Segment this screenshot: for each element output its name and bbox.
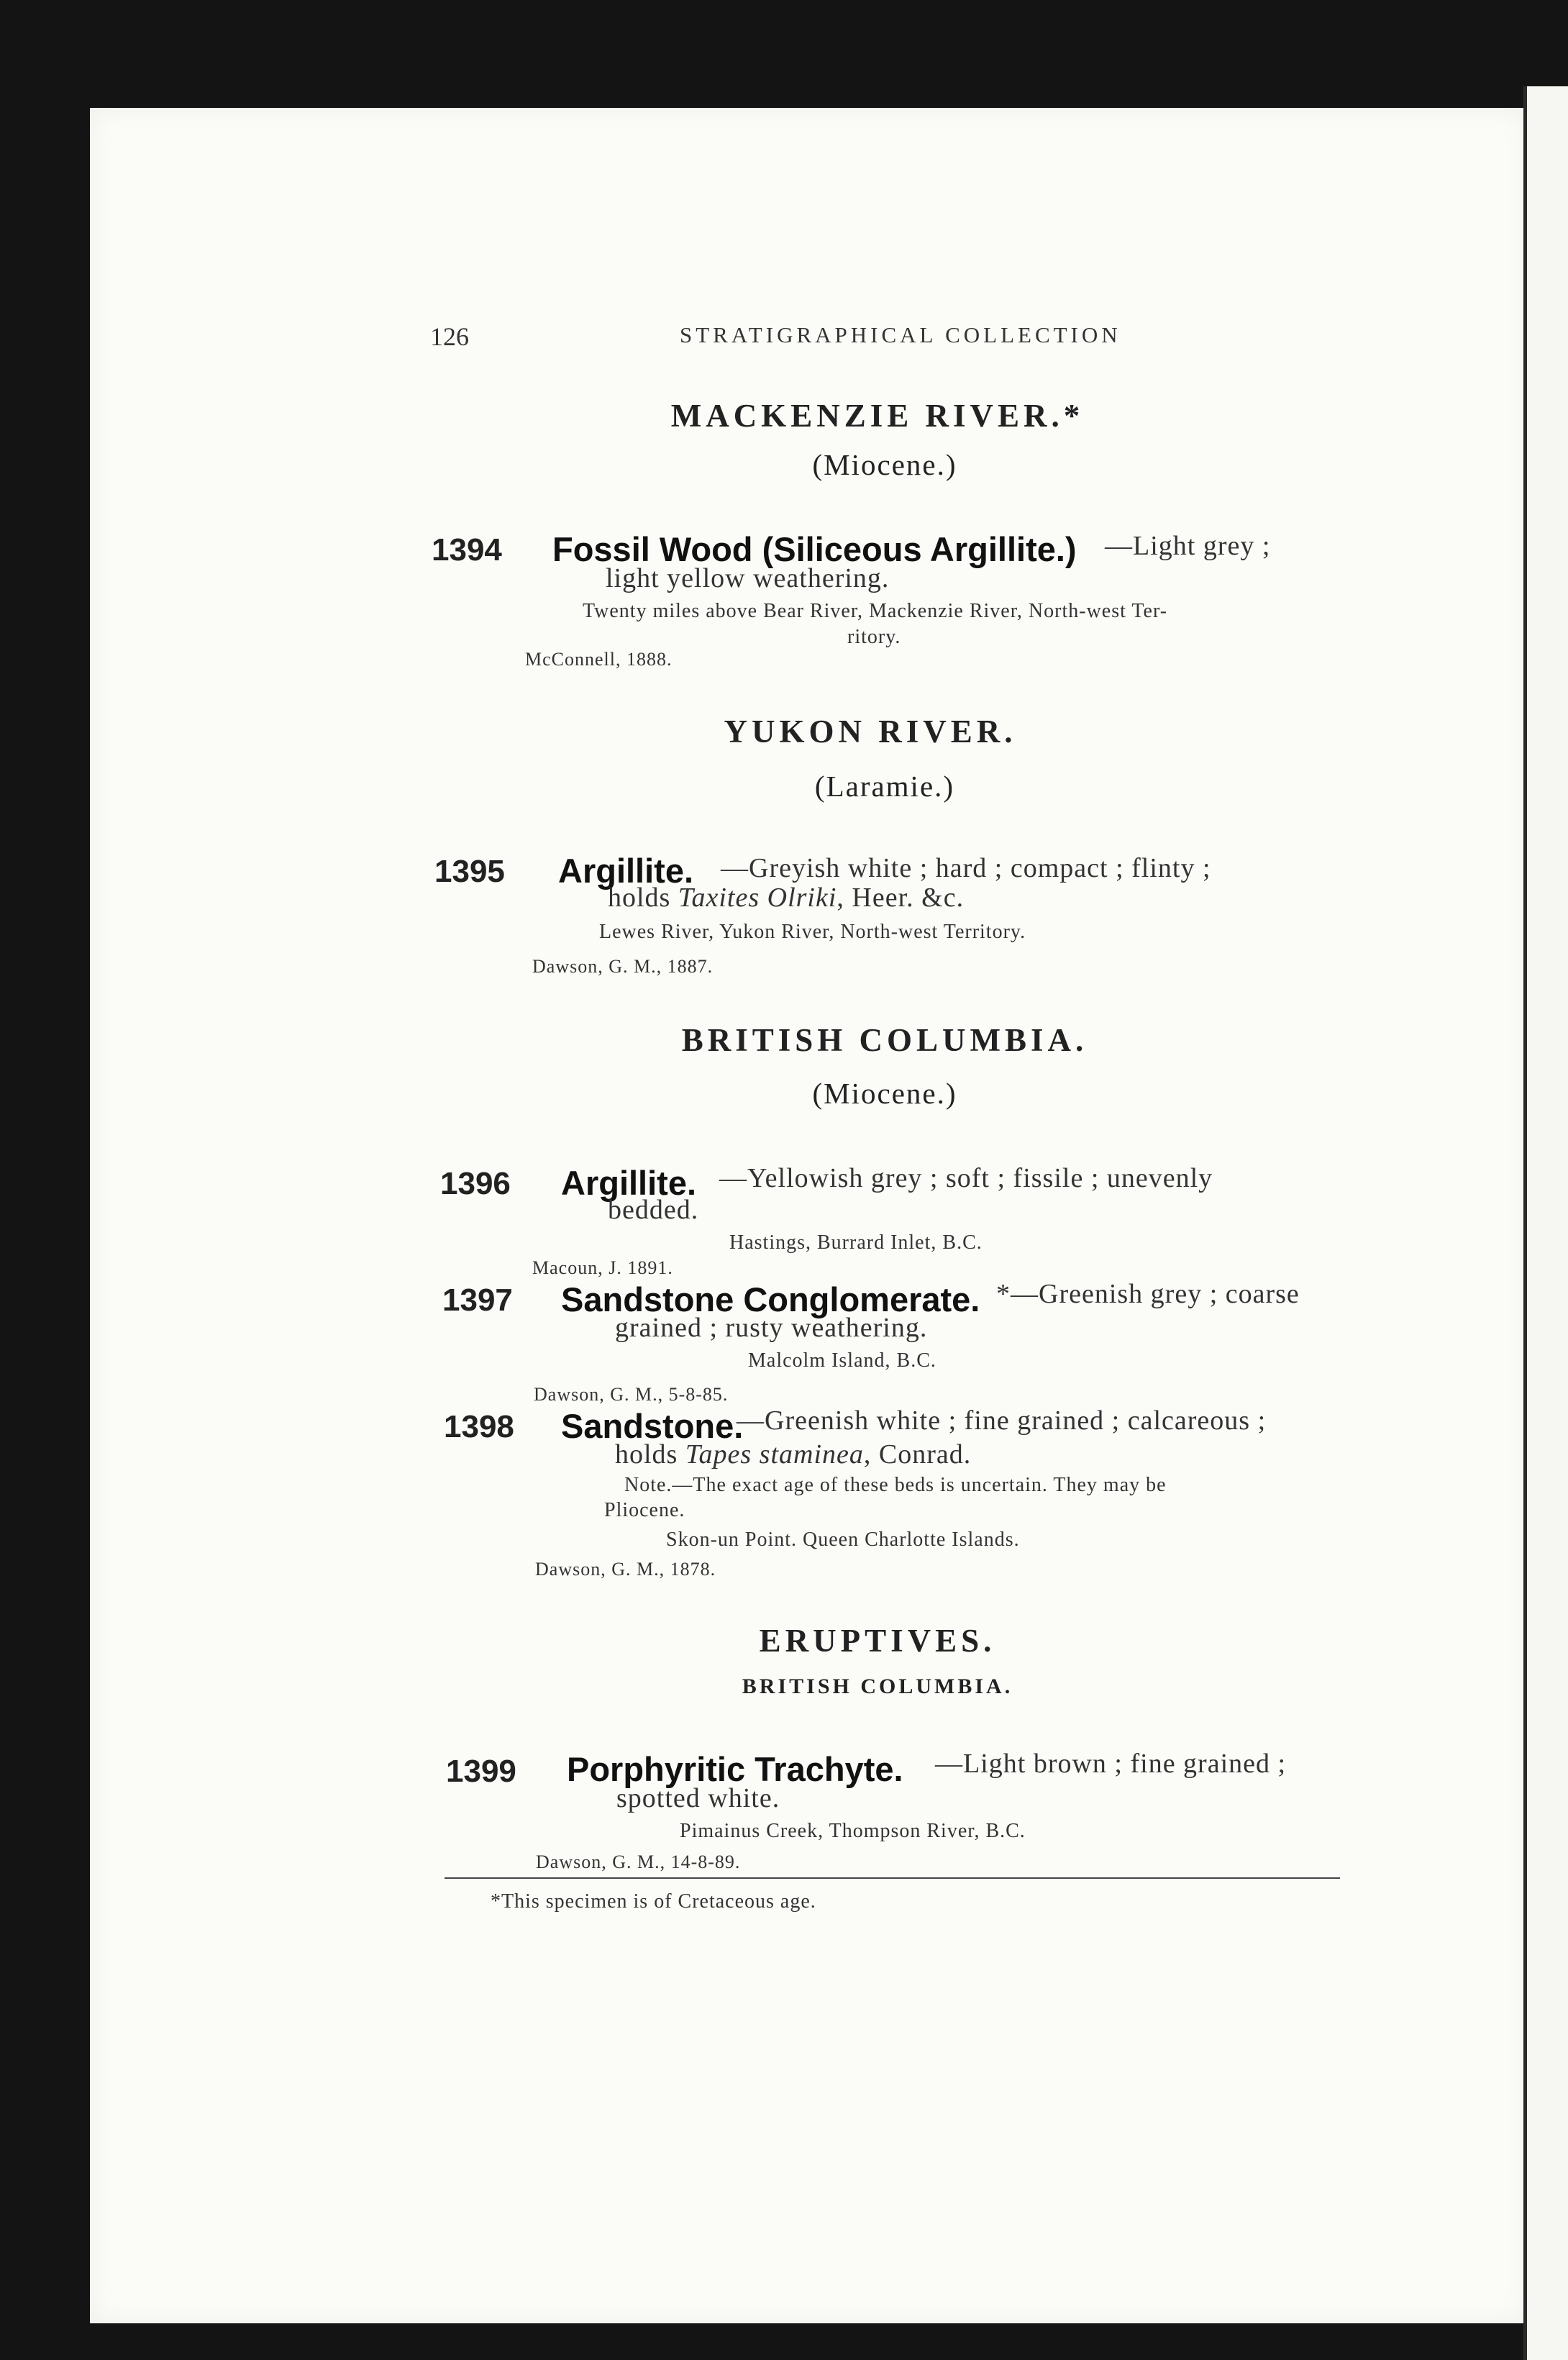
book-page xyxy=(90,108,1528,2323)
section-title: MACKENZIE RIVER.* xyxy=(670,398,1085,434)
entry-collector: Dawson, G. M., 14-8-89. xyxy=(536,1851,741,1872)
entry-locality: Pimainus Creek, Thompson River, B.C. xyxy=(680,1820,1026,1842)
entry-collector: McConnell, 1888. xyxy=(525,649,673,670)
entry-locality: Lewes River, Yukon River, North-west Territory. xyxy=(599,921,1026,943)
entry-locality: Malcolm Island, B.C. xyxy=(748,1349,936,1372)
entry-number: 1396 xyxy=(440,1166,511,1201)
entry-locality: Hastings, Burrard Inlet, B.C. xyxy=(729,1231,983,1254)
entry-name: Argillite. xyxy=(558,852,694,890)
entry-collector: Dawson, G. M., 1878. xyxy=(535,1559,716,1580)
entry-collector: Macoun, J. 1891. xyxy=(532,1257,673,1278)
entry-description-cont: spotted white. xyxy=(616,1783,780,1813)
entry-locality: Twenty miles above Bear River, Mackenzie River, North-west Ter- xyxy=(583,600,1168,622)
entry-name: Argillite. xyxy=(561,1164,697,1202)
entry-description: —Greenish white ; fine grained ; calcareous ; xyxy=(737,1405,1267,1436)
entry-collector: Dawson, G. M., 1887. xyxy=(532,956,714,977)
entry-description: —Greyish white ; hard ; compact ; flinty ; xyxy=(721,853,1211,883)
entry-locality: Skon-un Point. Queen Charlotte Islands. xyxy=(666,1528,1020,1551)
entry-name: Sandstone. xyxy=(561,1407,744,1445)
entry-description: *—Greenish grey ; coarse xyxy=(996,1279,1300,1309)
entry-name: Fossil Wood (Siliceous Argillite.) xyxy=(552,530,1077,568)
next-page-edge xyxy=(1523,86,1568,2360)
section-title: ERUPTIVES. xyxy=(759,1623,996,1659)
desc-text: , Heer. &c. xyxy=(837,883,965,913)
entry-description: —Light brown ; fine grained ; xyxy=(935,1749,1287,1779)
section-period: (Miocene.) xyxy=(812,448,957,481)
section-period: (Laramie.) xyxy=(814,770,955,803)
footnote-rule xyxy=(445,1877,1340,1879)
footnote: *This specimen is of Cretaceous age. xyxy=(491,1890,816,1913)
entry-description: —Light grey ; xyxy=(1105,531,1271,561)
entry-note-cont: Pliocene. xyxy=(604,1499,685,1521)
entry-number: 1395 xyxy=(434,854,505,889)
entry-collector: Dawson, G. M., 5-8-85. xyxy=(534,1384,729,1405)
entry-description-cont: grained ; rusty weathering. xyxy=(615,1313,928,1343)
taxon-name: Tapes staminea xyxy=(685,1439,864,1470)
entry-description-cont xyxy=(615,1439,971,1470)
desc-text: , Conrad. xyxy=(863,1439,972,1470)
entry-number: 1399 xyxy=(446,1754,516,1789)
entry-description-cont: light yellow weathering. xyxy=(606,563,890,593)
entry-number: 1398 xyxy=(444,1409,514,1444)
entry-description-cont: bedded. xyxy=(608,1195,699,1225)
page-number: 126 xyxy=(430,322,469,351)
desc-text: holds xyxy=(615,1439,685,1470)
section-title: BRITISH COLUMBIA. xyxy=(681,1022,1088,1058)
taxon-name: Taxites Olriki xyxy=(678,883,837,913)
entry-name: Sandstone Conglomerate. xyxy=(561,1280,980,1318)
entry-number: 1397 xyxy=(442,1282,513,1318)
desc-text: holds xyxy=(608,883,678,913)
entry-description-cont xyxy=(608,882,964,914)
entry-note: Note.—The exact age of these beds is uncertain. They may be xyxy=(624,1474,1167,1496)
section-title: YUKON RIVER. xyxy=(724,714,1017,750)
entry-description: —Yellowish grey ; soft ; fissile ; unevenly xyxy=(719,1163,1213,1193)
section-period: (Miocene.) xyxy=(812,1077,957,1110)
entry-locality-cont: ritory. xyxy=(847,626,901,648)
running-title: STRATIGRAPHICAL COLLECTION xyxy=(680,322,1121,347)
entry-name: Porphyritic Trachyte. xyxy=(567,1750,903,1788)
entry-number: 1394 xyxy=(432,532,502,568)
section-subtitle: BRITISH COLUMBIA. xyxy=(742,1675,1013,1698)
